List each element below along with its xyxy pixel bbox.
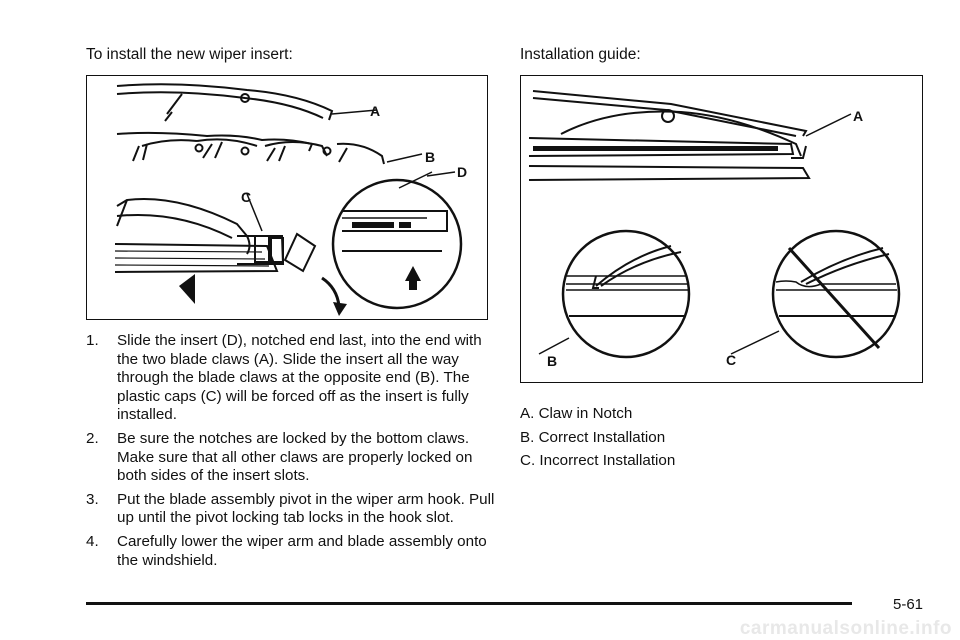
step-number: 3. [86, 490, 99, 508]
watermark [0, 618, 960, 640]
callout-label-b: B [425, 149, 436, 165]
step-item [86, 533, 506, 570]
step-text: Slide the insert (D), notched end last, into the end with the two blade claws (A). Slide the insert all the way through the blade claws at the opposite end (B). The plastic caps (C) will be forced off as the insert is fully installed. [117, 332, 482, 424]
step-text: Put the blade assembly pivot in the wiper arm hook. Pull up until the pivot locking tab locks in the hook slot. [117, 490, 495, 527]
guide-label-c: C [726, 352, 737, 368]
step-item [86, 491, 506, 528]
legend-item: B. Correct Installation [520, 428, 666, 446]
step-number: 2. [86, 429, 99, 447]
legend-item: C. Incorrect Installation [520, 452, 676, 470]
step-item [86, 430, 506, 486]
legend-item: A. Claw in Notch [520, 405, 633, 422]
step-number: 1. [86, 332, 99, 349]
installation-guide-illustration [521, 76, 922, 382]
callout-label-a: A [370, 103, 381, 119]
left-heading: To install the new wiper insert: [86, 46, 293, 63]
step-item [86, 332, 506, 425]
step-text: Carefully lower the wiper arm and blade assembly onto the windshield. [117, 532, 487, 569]
page-number: 5-61 [893, 596, 924, 613]
right-heading: Installation guide: [520, 46, 641, 63]
callout-label-d: D [457, 164, 468, 180]
guide-label-a: A [853, 108, 864, 124]
wiper-insert-installation-figure [86, 75, 488, 320]
step-number: 4. [86, 532, 99, 550]
installation-guide-figure [520, 75, 923, 383]
step-text: Be sure the notches are locked by the bottom claws. Make sure that all other claws are properly locked on both sides of the insert slots. [117, 429, 473, 485]
installation-steps [86, 332, 506, 575]
footer-rule [86, 602, 852, 605]
figure-legend [520, 405, 675, 476]
wiper-insert-illustration [87, 76, 487, 319]
callout-label-c: C [241, 189, 252, 205]
guide-label-b: B [547, 353, 558, 369]
watermark-text: carmanualsonline.info [739, 618, 952, 639]
